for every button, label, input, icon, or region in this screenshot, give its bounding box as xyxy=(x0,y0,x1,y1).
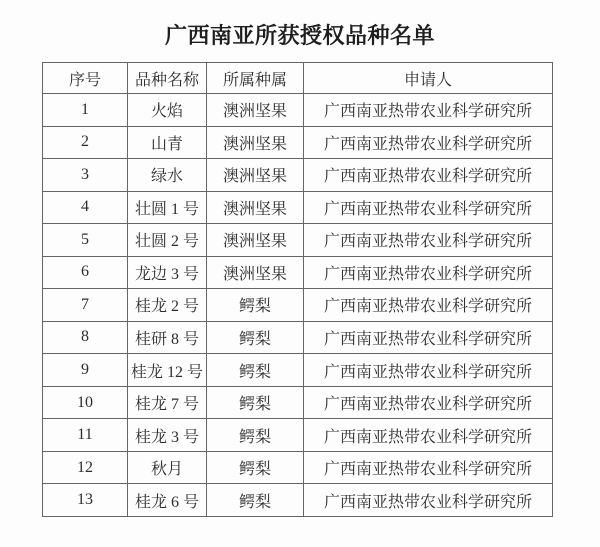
table-row xyxy=(43,321,553,354)
variety-name-cell: 壮圆 2 号 xyxy=(128,224,207,257)
variety-name-cell: 山青 xyxy=(128,126,207,159)
variety-name-cell: 桂龙 3 号 xyxy=(128,419,207,452)
serial-cell: 7 xyxy=(43,289,128,322)
header-row xyxy=(43,63,553,94)
genus-cell: 鳄梨 xyxy=(207,386,304,419)
serial-cell: 5 xyxy=(43,224,128,257)
applicant-cell: 广西南亚热带农业科学研究所 xyxy=(304,386,553,419)
column-header-applicant: 申请人 xyxy=(304,63,553,94)
applicant-cell: 广西南亚热带农业科学研究所 xyxy=(304,354,553,387)
applicant-cell: 广西南亚热带农业科学研究所 xyxy=(304,159,553,192)
serial-cell: 3 xyxy=(43,159,128,192)
applicant-cell: 广西南亚热带农业科学研究所 xyxy=(304,191,553,224)
variety-name-cell: 壮圆 1 号 xyxy=(128,191,207,224)
table-row xyxy=(43,159,553,192)
page-title: 广西南亚所获授权品种名单 xyxy=(164,23,435,48)
serial-cell: 9 xyxy=(43,354,128,387)
table-row xyxy=(43,191,553,224)
serial-cell: 12 xyxy=(43,451,128,484)
genus-cell: 澳洲坚果 xyxy=(207,126,304,159)
variety-name-cell: 桂研 8 号 xyxy=(128,321,207,354)
serial-cell: 6 xyxy=(43,256,128,289)
applicant-cell: 广西南亚热带农业科学研究所 xyxy=(304,419,553,452)
genus-cell: 鳄梨 xyxy=(207,321,304,354)
variety-name-cell: 桂龙 2 号 xyxy=(128,289,207,322)
table-row xyxy=(43,224,553,257)
column-header-serial: 序号 xyxy=(43,63,128,94)
applicant-cell: 广西南亚热带农业科学研究所 xyxy=(304,256,553,289)
variety-name-cell: 秋月 xyxy=(128,451,207,484)
table-row xyxy=(43,451,553,484)
table-row xyxy=(43,484,553,517)
genus-cell: 澳洲坚果 xyxy=(207,159,304,192)
genus-cell: 鳄梨 xyxy=(207,451,304,484)
variety-name-cell: 绿水 xyxy=(128,159,207,192)
genus-cell: 鳄梨 xyxy=(207,419,304,452)
genus-cell: 澳洲坚果 xyxy=(207,224,304,257)
variety-name-cell: 龙边 3 号 xyxy=(128,256,207,289)
applicant-cell: 广西南亚热带农业科学研究所 xyxy=(304,321,553,354)
variety-name-cell: 火焰 xyxy=(128,94,207,127)
genus-cell: 澳洲坚果 xyxy=(207,94,304,127)
table-row xyxy=(43,386,553,419)
genus-cell: 澳洲坚果 xyxy=(207,191,304,224)
genus-cell: 澳洲坚果 xyxy=(207,256,304,289)
applicant-cell: 广西南亚热带农业科学研究所 xyxy=(304,126,553,159)
applicant-cell: 广西南亚热带农业科学研究所 xyxy=(304,451,553,484)
applicant-cell: 广西南亚热带农业科学研究所 xyxy=(304,289,553,322)
variety-name-cell: 桂龙 12 号 xyxy=(128,354,207,387)
authorized-varieties-table xyxy=(42,62,553,517)
serial-cell: 10 xyxy=(43,386,128,419)
table-row xyxy=(43,289,553,322)
genus-cell: 鳄梨 xyxy=(207,354,304,387)
applicant-cell: 广西南亚热带农业科学研究所 xyxy=(304,94,553,127)
table-row xyxy=(43,126,553,159)
table-row xyxy=(43,354,553,387)
applicant-cell: 广西南亚热带农业科学研究所 xyxy=(304,484,553,517)
column-header-name: 品种名称 xyxy=(128,63,207,94)
serial-cell: 11 xyxy=(43,419,128,452)
table-row xyxy=(43,256,553,289)
variety-name-cell: 桂龙 7 号 xyxy=(128,386,207,419)
applicant-cell: 广西南亚热带农业科学研究所 xyxy=(304,224,553,257)
variety-name-cell: 桂龙 6 号 xyxy=(128,484,207,517)
table-header xyxy=(43,63,553,94)
serial-cell: 13 xyxy=(43,484,128,517)
genus-cell: 鳄梨 xyxy=(207,484,304,517)
table-row xyxy=(43,419,553,452)
serial-cell: 2 xyxy=(43,126,128,159)
table-row xyxy=(43,94,553,127)
table-body xyxy=(43,94,553,517)
serial-cell: 1 xyxy=(43,94,128,127)
serial-cell: 4 xyxy=(43,191,128,224)
column-header-genus: 所属种属 xyxy=(207,63,304,94)
serial-cell: 8 xyxy=(43,321,128,354)
genus-cell: 鳄梨 xyxy=(207,289,304,322)
